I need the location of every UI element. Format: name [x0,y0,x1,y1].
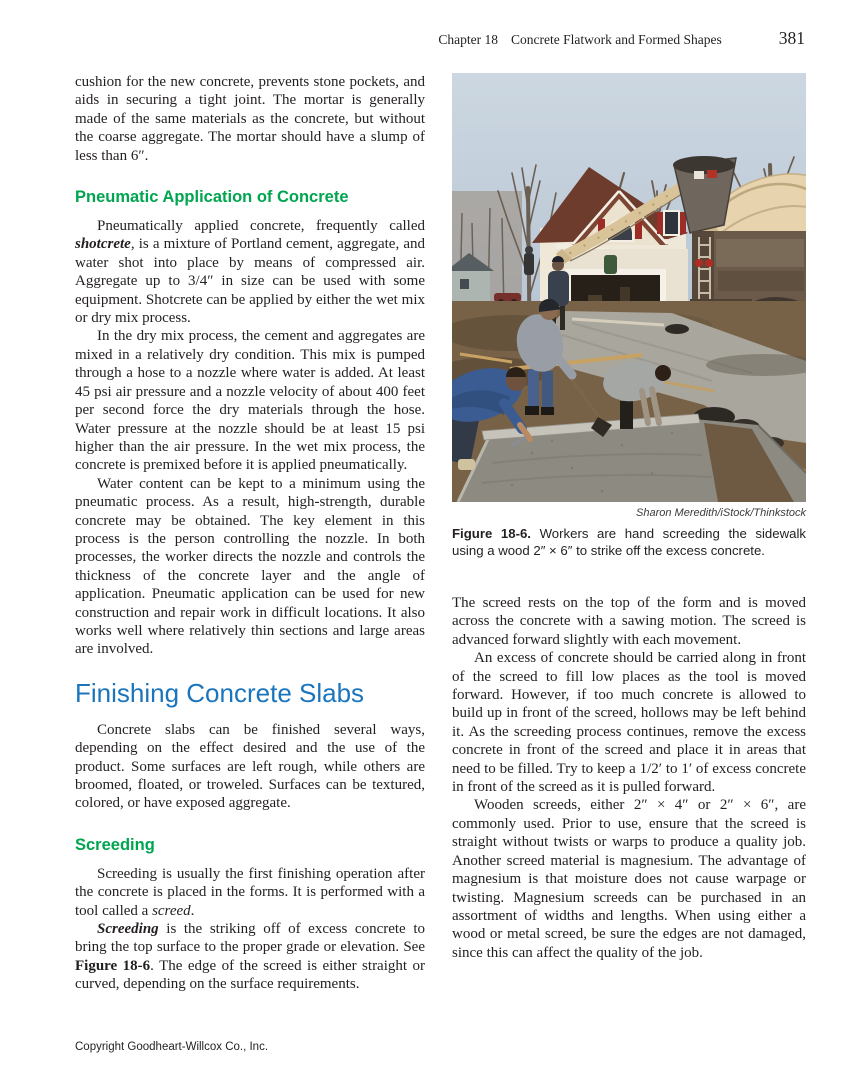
figure-caption-label: Figure 18-6. [452,526,531,541]
para-screed-motion [452,594,806,649]
para-excess-concrete [452,649,806,796]
para-screeding-definition [75,920,425,994]
heading-screeding: Screeding [75,835,155,854]
text-segment: Wooden screeds, either 2″ × 4″ or 2″ × 6″, are commonly used. Prior to use, ensure that the screed is straight without twists or warps to produce a quality job. Another screed material is magnesium. The advantage of magnesium is that moisture does not cause warpage or twisting. Magnesium screeds can be purchased in an assortment of widths and lengths. When using either a wood or metal screed, be sure the edges are not damaged, since this can affect the quality of the job. [452,797,806,961]
heading-pneumatic-application: Pneumatic Application of Concrete [75,188,349,207]
text-segment: cushion for the new concrete, prevents stone pockets, and aids in securing a tight joint. The mortar is generally made of the same materials as the concrete, but without the coarse aggregate. The mortar should have a slump of less than 6″. [75,74,425,164]
text-segment: Figure 18-6 [75,957,151,974]
text-segment: . [190,902,195,919]
figure-photo [452,73,806,502]
text-segment: An excess of concrete should be carried along in front of the screed to fill low places as the tool is moved forward. However, if too much concrete is allowed to build up in front of the screed, hollows may be left behind it. As the screeding process continues, remove the excess concrete in front of the screed and place it in areas that need to be filled. Try to keep a 1/2′ to 1′ of excess concrete in front of the screed as it is pulled forward. [452,650,806,796]
para-water-content [75,475,425,659]
para-dry-mix-process [75,327,425,474]
para-finishing-overview [75,721,425,813]
text-segment: Screeding is usually the first finishing operation after the concrete is placed in the forms. It is performed with a tool called a [75,865,425,919]
right-column [452,73,806,962]
text-segment: In the dry mix process, the cement and aggregates are mixed in a relatively dry condition. This mix is pumped through a hose to a nozzle where water is added. At least 45 psi air pressure and a nozzle velocity of about 400 feet per second force the dry materials through the hose. Water pressure at the nozzle should be at least 15 psi higher than the air pressure. In the wet mix process, the concrete is premixed before it is applied pneumatically. [75,328,425,474]
text-segment: shotcrete [75,236,131,253]
figure-caption-text: Workers are hand screeding the sidewalk using a wood 2″ × 6″ to strike off the excess concrete. [452,526,806,558]
chapter-label: Chapter 18 [438,32,499,47]
para-screeding-intro [75,865,425,920]
para-mortar-continuation [75,73,425,165]
text-segment: Water content can be kept to a minimum using the pneumatic process. As a result, high-strength, durable concrete may be obtained. The key element in this process is the person controlling the nozzle. In both processes, the worker directs the nozzle and controls the thickness of the concrete layer and the angle of application. Pneumatic application can be used for new construction and repair work in difficult locations. It also works well where relatively thin sections and large areas are involved. [75,475,425,658]
left-column [75,73,425,994]
text-segment: is the striking off of excess concrete to bring the top surface to the proper grade or elevation. See [75,921,425,956]
para-shotcrete-intro [75,217,425,327]
running-header [75,28,805,49]
page-number: 381 [778,28,805,48]
text-segment: . The edge of the screed is either straight or curved, depending on the surface requirements. [75,957,425,993]
chapter-title: Concrete Flatwork and Formed Shapes [511,32,722,47]
heading-finishing-concrete-slabs: Finishing Concrete Slabs [75,677,365,708]
text-segment: Concrete slabs can be finished several ways, depending on the effect desired and the use of the product. Some surfaces are left rough, while others are broomed, floated, or troweled. Surfaces can be textured, colored, or have exposed aggregate. [75,721,425,812]
text-segment: Pneumatically applied concrete, frequently called [97,218,425,235]
copyright-footer: Copyright Goodheart-Willcox Co., Inc. [75,1041,269,1053]
text-segment: , is a mixture of Portland cement, aggregate, and water shot into place by means of compressed air. Aggregate up to 3/4″ in size can be used with some equipment. Shotcrete can be applied by either the wet mix or dry mix process. [75,236,425,327]
right-column-text [452,594,806,962]
para-wooden-screeds [452,796,806,962]
figure-caption [452,525,806,559]
text-segment: Screeding [97,921,159,938]
text-segment: screed [152,902,191,919]
text-segment: The screed rests on the top of the form and is moved across the concrete with a sawing motion. The screed is advanced forward slightly with each movement. [452,595,806,648]
photo-credit: Sharon Meredith/iStock/Thinkstock [636,507,806,519]
